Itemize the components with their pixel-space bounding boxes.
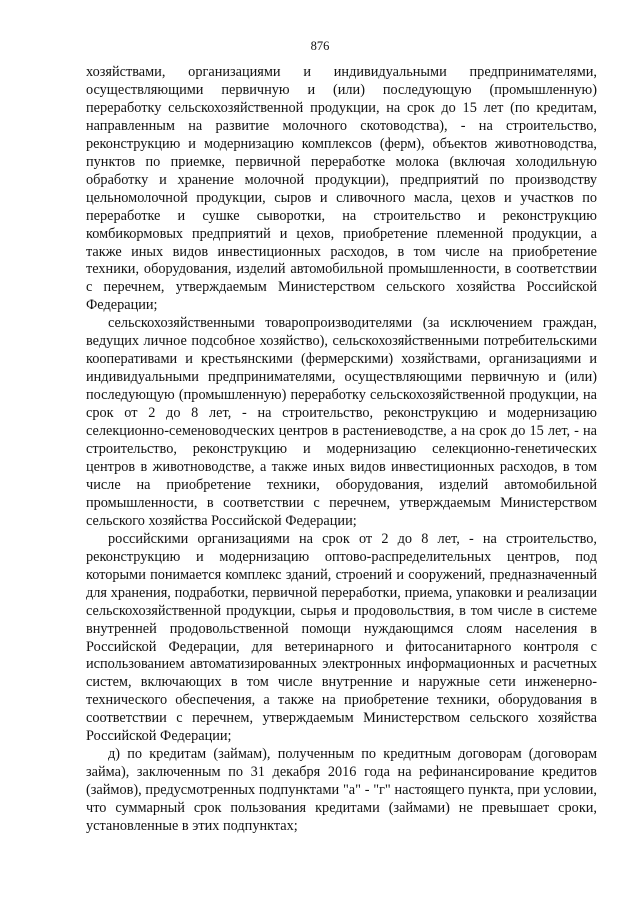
document-body — [86, 64, 597, 836]
paragraph: российскими организациями на срок от 2 до 8 лет, - на строительство, реконструкцию и модернизацию оптово-распределительных центров, под которыми понимается комплекс зданий, строений и сооружений, предназначенный для хранения, подработки, первичной переработки, приема, упаковки и реализации сельскохозяйственной продукции, сырья и продовольствия, в том числе в системе внутренней продовольственной помощи нуждающимся слоям населения в Российской Федерации, для ветеринарного и фитосанитарного контроля с использованием автоматизированных электронных информационных и расчетных систем, включающих в том числе внутренние и наружные сети инженерно-технического обеспечения, а также на приобретение техники, оборудования в соответствии с перечнем, утверждаемым Министерством сельского хозяйства Российской Федерации; — [86, 530, 597, 745]
page-number: 876 — [310, 39, 330, 53]
paragraph: сельскохозяйственными товаропроизводителями (за исключением граждан, ведущих личное подсобное хозяйство), сельскохозяйственными потребительскими кооперативами и крестьянскими (фермерскими) хозяйствами, организациями и индивидуальными предпринимателями, осуществляющими первичную и (или) последующую (промышленную) переработку сельскохозяйственной продукции, на срок от 2 до 8 лет, - на строительство, реконструкцию и модернизацию селекционно-семеноводческих центров в растениеводстве, а на срок до 15 лет, - на строительство, реконструкцию и модернизацию селекционно-генетических центров в животноводстве, а также иных видов инвестиционных расходов, в том числе на приобретение техники, оборудования, изделий автомобильной промышленности, в соответствии с перечнем, утверждаемым Министерством сельского хозяйства Российской Федерации; — [86, 315, 597, 529]
paragraph: д) по кредитам (займам), полученным по кредитным договорам (договорам займа), заключенным по 31 декабря 2016 года на рефинансирование кредитов (займов), предусмотренных подпунктами "а" - "г" настоящего пункта, при условии, что суммарный срок пользования кредитами (займами) не превышает сроки, установленные в этих подпунктах; — [86, 746, 597, 835]
paragraph: хозяйствами, организациями и индивидуальными предпринимателями, осуществляющими первичную и (или) последующую (промышленную) переработку сельскохозяйственной продукции, на срок до 15 лет (по кредитам, направленным на развитие молочного скотоводства), - на строительство, реконструкцию и модернизацию комплексов (ферм), объектов животноводства, пунктов по приемке, первичной переработке молока (включая холодильную обработку и хранение молочной продукции), предприятий по производству цельномолочной продукции, сыров и сливочного масла, цехов и участков по переработке и сушке сыворотки, на строительство и реконструкцию комбикормовых предприятий и цехов, приобретение племенной продукции, а также иных видов инвестиционных расходов, в том числе на приобретение техники, оборудования, изделий автомобильной промышленности, в соответствии с перечнем, утверждаемым Министерством сельского хозяйства Российской Федерации; — [86, 64, 597, 314]
